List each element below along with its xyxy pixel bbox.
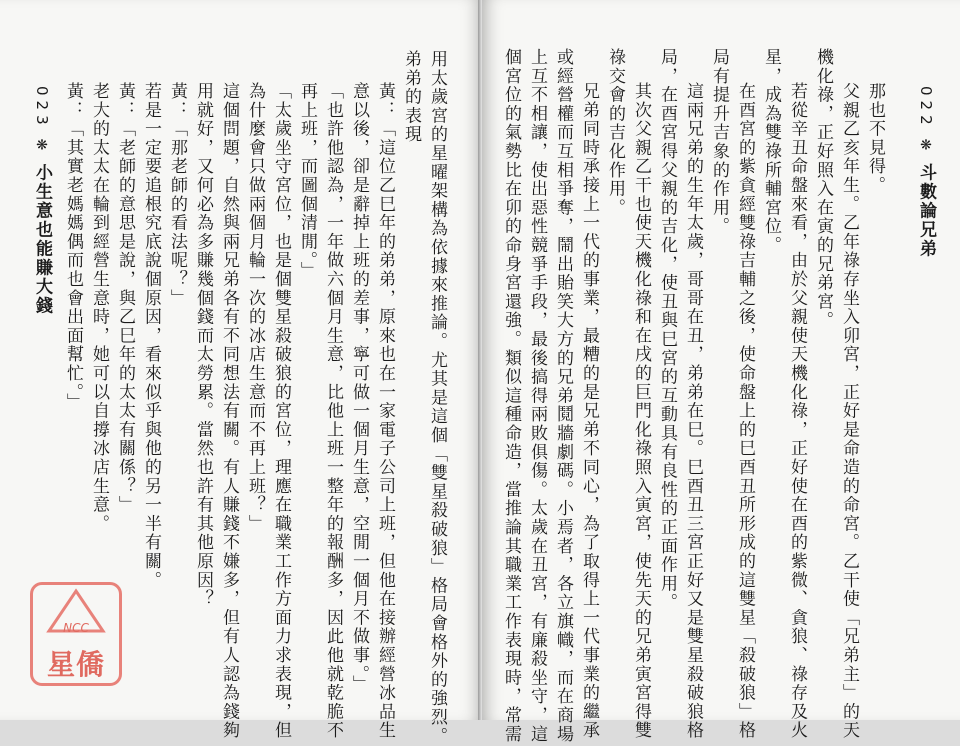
text-column: 意以後，卻是辭掉上班的差事，寧可做一個月生意，空閒一個月不做事。」 (349, 82, 369, 694)
text-column: 或經營權而互相爭奪，鬧出貽笑大方的兄弟鬩牆劇碼。小焉者，各立旗幟，而在商場 (553, 48, 573, 744)
chapter-title: 小生意也能賺大錢 (32, 163, 52, 316)
text-column: 黃：「老師的意思是說，與乙巳年的太太有關係？」 (115, 82, 135, 515)
text-column: 再上班，而圖個清閒。」 (297, 82, 317, 281)
text-column: 黃：「其實老媽媽偶而也會出面幫忙。」 (63, 82, 83, 412)
flower-ornament-icon: ❋ (34, 137, 50, 156)
text-column: 個宮位的氣勢比在卯的命身宮還強。類似這種命造，當推論其職業工作表現時，常需 (501, 48, 521, 744)
text-column: 星，成為雙祿所輔宮位。 (761, 48, 781, 255)
text-column: 這兩兄弟的生年太歲，哥哥在丑，弟弟在巳。巳酉丑三宮正好又是雙星殺破狼格 (683, 82, 703, 740)
text-column: 機化祿，正好照入在寅的兄弟宮。 (813, 48, 833, 330)
text-column: 兄弟同時承接上一代的事業，最糟的是兄弟不同心，為了取得上一代事業的繼承 (579, 82, 599, 740)
text-column: 若是一定要追根究底說個原因，看來似乎與他的另一半有關。 (141, 82, 161, 590)
text-column: 那也不見得。 (865, 82, 885, 195)
right-page-header (914, 86, 939, 258)
stamp-text-brand: 星僑 (46, 648, 105, 681)
text-column: 用就好，又何必為多賺幾個錢而太勞累。當然也許有其他原因？ (193, 82, 213, 609)
left-page-header (30, 86, 55, 315)
text-column: 「也許他認為，一年做六個月生意，比他上班一整年的報酬多，因此他就乾脆不 (323, 82, 343, 740)
text-column: 黃：「那老師的看法呢？」 (167, 82, 187, 308)
publisher-stamp (30, 582, 122, 686)
chapter-title: 斗數論兄弟 (916, 163, 936, 259)
text-column: 黃：「這位乙巳年的弟弟，原來也在一家電子公司上班，但他在接辦經營冰品生 (375, 82, 395, 740)
text-column: 其次父親乙干也使天機化祿和在戌的巨門化祿照入寅宮，使先天的兄弟寅宮得雙 (631, 82, 651, 740)
text-column: 為什麼會只做兩個月輪一次的冰店生意而不再上班？」 (245, 82, 265, 534)
text-column: 老大的太太在輪到經營生意時，她可以自撐冰店生意。 (89, 82, 109, 534)
flower-ornament-icon: ❋ (918, 137, 934, 156)
section-heading: 弟弟的表現 (401, 50, 421, 144)
text-column: 「太歲坐守宮位，也是個雙星殺破狼的宮位，理應在職業工作方面力求表現，但 (271, 82, 291, 740)
page-number: 023 (33, 86, 51, 130)
text-column: 上互不相讓，使出惡性競爭手段，最後搞得兩敗俱傷。太歲在丑宮，有廉殺坐守，這 (527, 48, 547, 744)
stamp-text-ncc: NCC (63, 621, 89, 635)
text-column: 用太歲宮的星曜架構為依據來推論。尤其是這個「雙星殺破狼」格局會格外的強烈。 (427, 50, 447, 746)
text-column: 父親乙亥年生。乙年祿存坐入卯宮，正好是命造的命宮。乙干使「兄弟主」的天 (839, 82, 859, 740)
text-column: 祿交會的吉化作用。 (605, 48, 625, 218)
text-column: 若從辛丑命盤來看，由於父親使天機化祿，正好使在酉的紫微、貪狼、祿存及火 (787, 82, 807, 740)
right-page (482, 0, 960, 744)
text-column: 局，在酉宮得父親的吉化，使丑與巳宮的互動具有良性的正面作用。 (657, 48, 677, 612)
page-number: 022 (917, 86, 935, 130)
text-column: 在酉宮的紫貪經雙祿吉輔之後，使命盤上的巳酉丑所形成的這雙星「殺破狼」格 (735, 82, 755, 740)
text-column: 這個問題，自然與兩兄弟各有不同想法有關。有人賺錢不嫌多，但有人認為錢夠 (219, 82, 239, 740)
text-column: 局有提升吉象的作用。 (709, 48, 729, 236)
